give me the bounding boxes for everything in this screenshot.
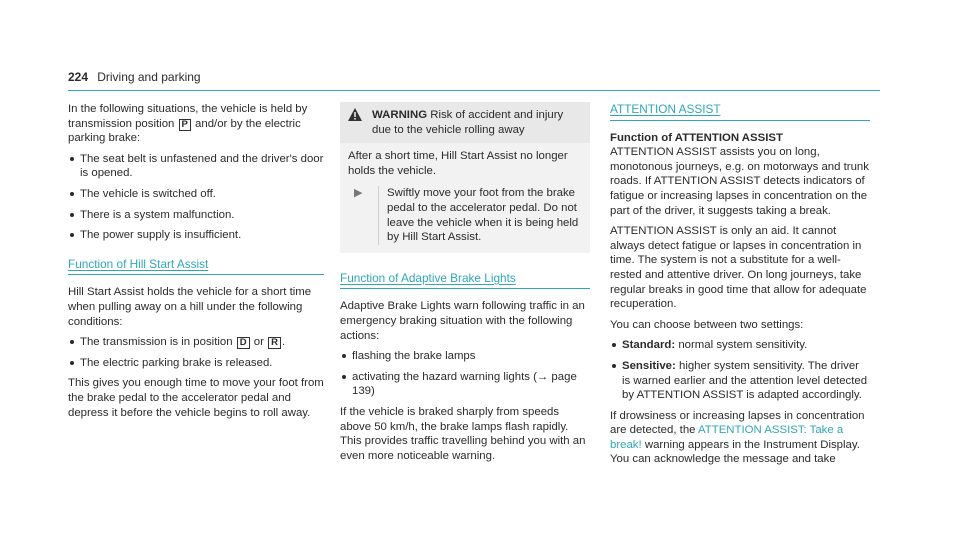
column-middle — [340, 102, 590, 469]
section-heading-attention-assist: ATTENTION ASSIST — [610, 102, 870, 121]
attention-paragraph-4: If drowsiness or increasing lapses in concentration are detected, the ATTENTION ASSIST: Take a break! warning appears in the Instrument Display. You can acknowledge the message and take — [610, 409, 865, 466]
list-item: The seat belt is unfastened and the driver's door is opened. — [68, 152, 324, 181]
attention-paragraph-3: You can choose between two settings: — [610, 318, 804, 331]
warning-triangle-icon — [348, 108, 372, 137]
option-label: Sensitive: — [622, 359, 676, 372]
option-label: Standard: — [622, 339, 676, 352]
list-item: activating the hazard warning lights (→ page 139) — [340, 370, 590, 399]
list-item: The transmission is in position D or R . — [68, 335, 324, 350]
list-item: Standard: normal system sensitivity. — [610, 338, 870, 353]
settings-list — [610, 338, 870, 402]
brake-lights-paragraph: Adaptive Brake Lights warn following traffic in an emergency braking situation with the following actions: — [340, 300, 585, 342]
warning-body: After a short time, Hill Start Assist no longer holds the vehicle. — [348, 150, 568, 177]
page-number: 224 — [68, 70, 89, 84]
conditions-list — [68, 335, 324, 370]
list-item: There is a system malfunction. — [68, 208, 324, 223]
section-heading-brake-lights: Function of Adaptive Brake Lights — [340, 271, 590, 290]
attention-paragraph-1: ATTENTION ASSIST assists you on long, monotonous journeys, e.g. on motorways and trunk roads. If ATTENTION ASSIST detects indicators of fatigue or increasing lapses in concentration on the part of the driver, it suggests taking a break. — [610, 146, 869, 217]
attention-paragraph-2: ATTENTION ASSIST is only an aid. It cannot always detect fatigue or lapses in concentration in time. The system is not a substitute for a well-rested and attentive driver. On long journeys, take regular breaks in good time that allow for adequate recuperation. — [610, 225, 867, 311]
p-key-icon: P — [179, 119, 191, 131]
action-arrow-icon: ▶ — [354, 187, 363, 200]
subheading-function: Function of ATTENTION ASSIST — [610, 131, 783, 144]
warning-text: Risk of accident and injury due to the vehicle rolling away — [372, 109, 564, 136]
brake-lights-closing: If the vehicle is braked sharply from speeds above 50 km/h, the brake lamps flash rapidly. This provides traffic travelling behind you with an even more noticeable warning. — [340, 405, 586, 462]
actions-list — [340, 349, 590, 399]
page-header — [68, 70, 880, 91]
list-item: The vehicle is switched off. — [68, 187, 324, 202]
display-message: ATTENTION ASSIST: Take a break! — [610, 424, 844, 451]
r-key-icon: R — [268, 337, 281, 349]
warning-action: ▶ Swiftly move your foot from the brake pedal to the accelerator pedal. Do not leave the vehicle when it is being held by Hill Start Assist. — [348, 186, 582, 244]
list-item: The power supply is insufficient. — [68, 228, 324, 243]
warning-title: WARNING — [372, 109, 428, 121]
column-left — [68, 102, 324, 426]
situations-list — [68, 152, 324, 243]
page-section-title: Driving and parking — [97, 70, 201, 84]
list-item: The electric parking brake is released. — [68, 356, 324, 371]
intro-paragraph: In the following situations, the vehicle is held by transmission position P and/or by the electric parking brake: — [68, 103, 308, 145]
d-key-icon: D — [237, 337, 250, 349]
hill-start-paragraph: Hill Start Assist holds the vehicle for a short time when pulling away on a hill under the following conditions: — [68, 286, 312, 328]
list-item: flashing the brake lamps — [340, 349, 590, 364]
column-right — [610, 102, 870, 473]
warning-box — [340, 102, 590, 253]
list-item: Sensitive: higher system sensitivity. The driver is warned earlier and the attention level detected by ATTENTION ASSIST is adapted accordingly. — [610, 359, 870, 403]
section-heading-hill-start: Function of Hill Start Assist — [68, 257, 324, 276]
closing-paragraph: This gives you enough time to move your foot from the brake pedal to the accelerator pedal and depress it before the vehicle begins to roll away. — [68, 377, 324, 419]
